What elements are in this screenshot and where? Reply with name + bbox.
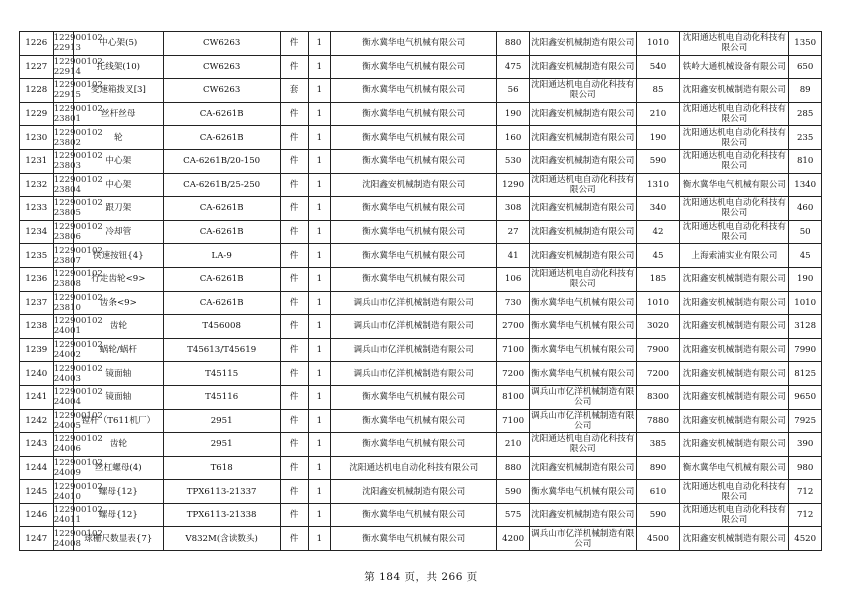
price-1: 730: [497, 291, 530, 315]
item-name: 蜗轮/蜗杆: [73, 338, 163, 362]
price-3: 1340: [789, 173, 822, 197]
item-model: CA-6261B: [163, 267, 280, 291]
supplier-3: 沈阳鑫安机械制造有限公司: [680, 315, 789, 339]
price-1: 210: [497, 433, 530, 457]
supplier-1: 衡水冀华电气机械有限公司: [331, 267, 497, 291]
quantity: 1: [308, 385, 330, 409]
row-number: 1238: [20, 315, 54, 339]
row-number: 1239: [20, 338, 54, 362]
supplier-2: 沈阳鑫安机械制造有限公司: [529, 220, 636, 244]
row-number: 1242: [20, 409, 54, 433]
unit: 件: [280, 385, 308, 409]
unit: 件: [280, 55, 308, 79]
item-model: 2951: [163, 409, 280, 433]
item-model: CA-6261B/25-250: [163, 173, 280, 197]
price-3: 460: [789, 197, 822, 221]
item-model: TPX6113-21337: [163, 480, 280, 504]
supplier-1: 衡水冀华电气机械有限公司: [331, 409, 497, 433]
supplier-2: 衡水冀华电气机械有限公司: [529, 480, 636, 504]
price-3: 7925: [789, 409, 822, 433]
material-code: 122900102 23808: [53, 269, 103, 290]
item-model: CA-6261B: [163, 220, 280, 244]
price-3: 285: [789, 102, 822, 126]
price-2: 42: [636, 220, 680, 244]
supplier-1: 调兵山市亿洋机械制造有限公司: [331, 362, 497, 386]
supplier-1: 衡水冀华电气机械有限公司: [331, 149, 497, 173]
table-row: [20, 55, 822, 79]
supplier-1: 调兵山市亿洋机械制造有限公司: [331, 338, 497, 362]
item-name: 轮: [73, 126, 163, 150]
price-3: 390: [789, 433, 822, 457]
unit: 件: [280, 32, 308, 56]
table-row: [20, 291, 822, 315]
unit: 件: [280, 220, 308, 244]
supplier-3: 沈阳鑫安机械制造有限公司: [680, 338, 789, 362]
price-3: 1350: [789, 32, 822, 56]
supplier-1: 沈阳鑫安机械制造有限公司: [331, 480, 497, 504]
table-row: [20, 385, 822, 409]
price-3: 7990: [789, 338, 822, 362]
supplier-2: 沈阳鑫安机械制造有限公司: [529, 456, 636, 480]
table-row: [20, 315, 822, 339]
price-1: 2700: [497, 315, 530, 339]
item-model: T45613/T45619: [163, 338, 280, 362]
quantity: 1: [308, 126, 330, 150]
material-code: 122900102 23810: [53, 292, 103, 313]
row-number: 1247: [20, 527, 54, 551]
quantity: 1: [308, 220, 330, 244]
supplier-1: 衡水冀华电气机械有限公司: [331, 126, 497, 150]
price-2: 1310: [636, 173, 680, 197]
row-number: 1232: [20, 173, 54, 197]
unit: 件: [280, 503, 308, 527]
supplier-2: 沈阳鑫安机械制造有限公司: [529, 197, 636, 221]
material-code: 122900102 22915: [53, 80, 103, 101]
quantity: 1: [308, 503, 330, 527]
supplier-3: 铁岭大通机械设备有限公司: [680, 55, 789, 79]
supplier-3: 沈阳通达机电自动化科技有限公司: [680, 149, 789, 173]
price-2: 1010: [636, 32, 680, 56]
price-3: 50: [789, 220, 822, 244]
item-name: 丝杆丝母: [73, 102, 163, 126]
material-code: 122900102 22913: [53, 33, 103, 54]
supplier-2: 沈阳通达机电自动化科技有限公司: [531, 269, 635, 290]
supplier-1: 衡水冀华电气机械有限公司: [331, 55, 497, 79]
quantity: 1: [308, 244, 330, 268]
row-number: 1246: [20, 503, 54, 527]
supplier-1: 沈阳鑫安机械制造有限公司: [331, 173, 497, 197]
unit: 件: [280, 244, 308, 268]
row-number: 1228: [20, 79, 54, 103]
item-model: V832M(含读数头): [163, 527, 280, 551]
unit: 件: [280, 456, 308, 480]
price-1: 1290: [497, 173, 530, 197]
price-1: 56: [497, 79, 530, 103]
table-row: [20, 102, 822, 126]
supplier-3: 沈阳鑫安机械制造有限公司: [680, 362, 789, 386]
price-3: 980: [789, 456, 822, 480]
item-name: 镜面轴: [73, 362, 163, 386]
price-3: 4520: [789, 527, 822, 551]
material-code: 122900102 23807: [53, 245, 103, 266]
item-name: 跟刀架: [73, 197, 163, 221]
unit: 件: [280, 409, 308, 433]
price-2: 1010: [636, 291, 680, 315]
row-number: 1245: [20, 480, 54, 504]
supplier-2: 衡水冀华电气机械有限公司: [529, 362, 636, 386]
supplier-1: 衡水冀华电气机械有限公司: [331, 527, 497, 551]
quantity: 1: [308, 79, 330, 103]
supplier-3: 沈阳鑫安机械制造有限公司: [680, 267, 789, 291]
row-number: 1244: [20, 456, 54, 480]
quantity: 1: [308, 315, 330, 339]
item-model: CA-6261B/20-150: [163, 149, 280, 173]
material-code: 122900102 23801: [53, 104, 103, 125]
item-name: 托线架(10): [73, 55, 163, 79]
unit: 件: [280, 173, 308, 197]
table-row: [20, 197, 822, 221]
quantity: 1: [308, 480, 330, 504]
supplier-3: 衡水冀华电气机械有限公司: [680, 456, 789, 480]
price-3: 89: [789, 79, 822, 103]
quantity: 1: [308, 291, 330, 315]
price-3: 45: [789, 244, 822, 268]
supplier-2: 调兵山市亿洋机械制造有限公司: [531, 410, 635, 431]
supplier-3: 沈阳鑫安机械制造有限公司: [680, 433, 789, 457]
row-number: 1234: [20, 220, 54, 244]
supplier-1: 衡水冀华电气机械有限公司: [331, 79, 497, 103]
quantity: 1: [308, 149, 330, 173]
supplier-1: 衡水冀华电气机械有限公司: [331, 220, 497, 244]
supplier-3: 沈阳通达机电自动化科技有限公司: [680, 126, 789, 150]
price-1: 530: [497, 149, 530, 173]
row-number: 1233: [20, 197, 54, 221]
unit: 件: [280, 527, 308, 551]
item-model: CA-6261B: [163, 197, 280, 221]
price-2: 3020: [636, 315, 680, 339]
item-name: 行走齿轮<9>: [73, 267, 163, 291]
material-code: 122900102 24003: [53, 363, 103, 384]
unit: 件: [280, 149, 308, 173]
price-1: 475: [497, 55, 530, 79]
price-3: 810: [789, 149, 822, 173]
item-model: T456008: [163, 315, 280, 339]
item-model: T618: [163, 456, 280, 480]
row-number: 1227: [20, 55, 54, 79]
quantity: 1: [308, 527, 330, 551]
row-number: 1235: [20, 244, 54, 268]
quantity: 1: [308, 362, 330, 386]
supplier-1: 衡水冀华电气机械有限公司: [331, 197, 497, 221]
price-1: 160: [497, 126, 530, 150]
unit: 套: [280, 79, 308, 103]
supplier-1: 衡水冀华电气机械有限公司: [331, 503, 497, 527]
quantity: 1: [308, 338, 330, 362]
price-1: 590: [497, 480, 530, 504]
supplier-2: 沈阳通达机电自动化科技有限公司: [531, 434, 635, 455]
supplier-3: 沈阳鑫安机械制造有限公司: [680, 291, 789, 315]
price-1: 575: [497, 503, 530, 527]
item-name: 齿条<9>: [73, 291, 163, 315]
table-row: [20, 149, 822, 173]
item-model: 2951: [163, 433, 280, 457]
table-row: [20, 244, 822, 268]
price-1: 7100: [497, 338, 530, 362]
price-3: 1010: [789, 291, 822, 315]
price-1: 27: [497, 220, 530, 244]
supplier-2: 沈阳鑫安机械制造有限公司: [529, 503, 636, 527]
table-row: [20, 126, 822, 150]
supplier-3: 沈阳通达机电自动化科技有限公司: [680, 197, 789, 221]
supplier-2: 衡水冀华电气机械有限公司: [529, 291, 636, 315]
price-1: 4200: [497, 527, 530, 551]
item-name: 镜面轴: [73, 385, 163, 409]
price-3: 9650: [789, 385, 822, 409]
price-2: 8300: [636, 385, 680, 409]
supplier-2: 沈阳鑫安机械制造有限公司: [529, 32, 636, 56]
table-row: [20, 32, 822, 56]
row-number: 1236: [20, 267, 54, 291]
table-row: [20, 362, 822, 386]
quantity: 1: [308, 32, 330, 56]
item-model: T45116: [163, 385, 280, 409]
item-name: 中心架: [73, 149, 163, 173]
supplier-2: 衡水冀华电气机械有限公司: [529, 338, 636, 362]
material-code: 122900102 22914: [53, 56, 103, 77]
table-row: [20, 267, 822, 291]
item-name: 中心架: [73, 173, 163, 197]
item-name: 球栅尺数显表{7}: [73, 527, 163, 551]
quantity: 1: [308, 55, 330, 79]
supplier-1: 衡水冀华电气机械有限公司: [331, 385, 497, 409]
supplier-3: 沈阳通达机电自动化科技有限公司: [680, 220, 789, 244]
item-name: 冷却管: [73, 220, 163, 244]
price-1: 7100: [497, 409, 530, 433]
supplier-3: 上海索浦实业有限公司: [680, 244, 789, 268]
quantity: 1: [308, 267, 330, 291]
material-code: 122900102 23805: [53, 198, 103, 219]
supplier-3: 沈阳鑫安机械制造有限公司: [680, 385, 789, 409]
price-2: 85: [636, 79, 680, 103]
price-2: 7900: [636, 338, 680, 362]
supplier-3: 衡水冀华电气机械有限公司: [680, 173, 789, 197]
price-2: 4500: [636, 527, 680, 551]
item-name: 齿轮: [73, 433, 163, 457]
unit: 件: [280, 267, 308, 291]
row-number: 1240: [20, 362, 54, 386]
supplier-1: 衡水冀华电气机械有限公司: [331, 102, 497, 126]
item-name: 快速按钮{4}: [73, 244, 163, 268]
row-number: 1231: [20, 149, 54, 173]
table-row: [20, 503, 822, 527]
material-code: 122900102 24006: [53, 434, 103, 455]
supplier-3: 沈阳通达机电自动化科技有限公司: [680, 503, 789, 527]
material-code: 122900102 24002: [53, 340, 103, 361]
item-model: CW6263: [163, 32, 280, 56]
page-number-footer: 第 184 页，共 266 页: [364, 571, 478, 583]
supplier-1: 沈阳通达机电自动化科技有限公司: [331, 456, 497, 480]
supplier-2: 衡水冀华电气机械有限公司: [529, 315, 636, 339]
supplier-2: 沈阳鑫安机械制造有限公司: [529, 102, 636, 126]
supplier-2: 沈阳鑫安机械制造有限公司: [529, 149, 636, 173]
price-1: 7200: [497, 362, 530, 386]
table-row: [20, 480, 822, 504]
supplier-3: 沈阳鑫安机械制造有限公司: [680, 409, 789, 433]
item-model: CA-6261B: [163, 126, 280, 150]
item-model: LA-9: [163, 244, 280, 268]
unit: 件: [280, 102, 308, 126]
price-3: 235: [789, 126, 822, 150]
quantity: 1: [308, 409, 330, 433]
price-3: 712: [789, 480, 822, 504]
material-code: 122900102 24004: [53, 387, 103, 408]
price-3: 712: [789, 503, 822, 527]
price-1: 880: [497, 456, 530, 480]
price-2: 210: [636, 102, 680, 126]
price-2: 7200: [636, 362, 680, 386]
item-model: CW6263: [163, 79, 280, 103]
material-code: 122900102 24010: [53, 481, 103, 502]
unit: 件: [280, 315, 308, 339]
item-name: 螺母{12}: [73, 480, 163, 504]
row-number: 1237: [20, 291, 54, 315]
supplier-3: 沈阳鑫安机械制造有限公司: [680, 527, 789, 551]
material-code: 122900102 23802: [53, 127, 103, 148]
supplier-1: 调兵山市亿洋机械制造有限公司: [331, 291, 497, 315]
price-1: 8100: [497, 385, 530, 409]
material-code: 122900102 24009: [53, 457, 103, 478]
price-2: 610: [636, 480, 680, 504]
supplier-3: 沈阳通达机电自动化科技有限公司: [680, 480, 789, 504]
unit: 件: [280, 291, 308, 315]
table-row: [20, 527, 822, 551]
price-1: 880: [497, 32, 530, 56]
supplier-2: 沈阳鑫安机械制造有限公司: [529, 244, 636, 268]
item-name: 螺母{12}: [73, 503, 163, 527]
material-code: 122900102 24005: [53, 410, 103, 431]
supplier-2: 调兵山市亿洋机械制造有限公司: [531, 528, 635, 549]
quantity: 1: [308, 456, 330, 480]
table-body: [20, 32, 822, 551]
material-code: 122900102 24001: [53, 316, 103, 337]
unit: 件: [280, 338, 308, 362]
table-row: [20, 338, 822, 362]
material-code: 122900102 24008: [53, 528, 103, 549]
price-1: 106: [497, 267, 530, 291]
supplier-3: 沈阳通达机电自动化科技有限公司: [680, 32, 789, 56]
item-model: CW6263: [163, 55, 280, 79]
unit: 件: [280, 480, 308, 504]
price-2: 890: [636, 456, 680, 480]
table-row: [20, 220, 822, 244]
unit: 件: [280, 126, 308, 150]
row-number: 1226: [20, 32, 54, 56]
row-number: 1243: [20, 433, 54, 457]
material-code: 122900102 23806: [53, 222, 103, 243]
unit: 件: [280, 362, 308, 386]
price-2: 185: [636, 267, 680, 291]
item-name: 镗杆（T611机厂）: [73, 409, 163, 433]
price-comparison-table: [19, 31, 822, 551]
table-row: [20, 433, 822, 457]
row-number: 1230: [20, 126, 54, 150]
price-1: 190: [497, 102, 530, 126]
item-name: 齿轮: [73, 315, 163, 339]
price-3: 3128: [789, 315, 822, 339]
quantity: 1: [308, 173, 330, 197]
supplier-2: 沈阳鑫安机械制造有限公司: [529, 55, 636, 79]
price-2: 340: [636, 197, 680, 221]
price-2: 385: [636, 433, 680, 457]
supplier-2: 调兵山市亿洋机械制造有限公司: [531, 387, 635, 408]
item-model: CA-6261B: [163, 102, 280, 126]
supplier-3: 沈阳鑫安机械制造有限公司: [680, 79, 789, 103]
supplier-3: 沈阳通达机电自动化科技有限公司: [680, 102, 789, 126]
price-2: 540: [636, 55, 680, 79]
table-row: [20, 456, 822, 480]
supplier-1: 衡水冀华电气机械有限公司: [331, 244, 497, 268]
row-number: 1241: [20, 385, 54, 409]
quantity: 1: [308, 433, 330, 457]
price-2: 590: [636, 503, 680, 527]
item-name: 中心架(5): [73, 32, 163, 56]
price-2: 190: [636, 126, 680, 150]
quantity: 1: [308, 197, 330, 221]
material-code: 122900102 23803: [53, 151, 103, 172]
row-number: 1229: [20, 102, 54, 126]
table-row: [20, 409, 822, 433]
unit: 件: [280, 433, 308, 457]
price-3: 8125: [789, 362, 822, 386]
supplier-2: 沈阳鑫安机械制造有限公司: [529, 126, 636, 150]
item-model: T45115: [163, 362, 280, 386]
table-row: [20, 173, 822, 197]
material-code: 122900102 23804: [53, 174, 103, 195]
price-1: 41: [497, 244, 530, 268]
price-3: 190: [789, 267, 822, 291]
price-2: 45: [636, 244, 680, 268]
supplier-1: 衡水冀华电气机械有限公司: [331, 32, 497, 56]
quantity: 1: [308, 102, 330, 126]
item-model: TPX6113-21338: [163, 503, 280, 527]
item-name: 丝杠螺母(4): [73, 456, 163, 480]
supplier-2: 沈阳通达机电自动化科技有限公司: [531, 80, 635, 101]
supplier-1: 衡水冀华电气机械有限公司: [331, 433, 497, 457]
material-code: 122900102 24011: [53, 505, 103, 526]
price-3: 650: [789, 55, 822, 79]
item-model: CA-6261B: [163, 291, 280, 315]
item-name: 变速箱拨叉[3]: [73, 79, 163, 103]
unit: 件: [280, 197, 308, 221]
supplier-2: 沈阳通达机电自动化科技有限公司: [531, 174, 635, 195]
supplier-1: 调兵山市亿洋机械制造有限公司: [331, 315, 497, 339]
price-2: 7880: [636, 409, 680, 433]
price-2: 590: [636, 149, 680, 173]
table-row: [20, 79, 822, 103]
price-1: 308: [497, 197, 530, 221]
